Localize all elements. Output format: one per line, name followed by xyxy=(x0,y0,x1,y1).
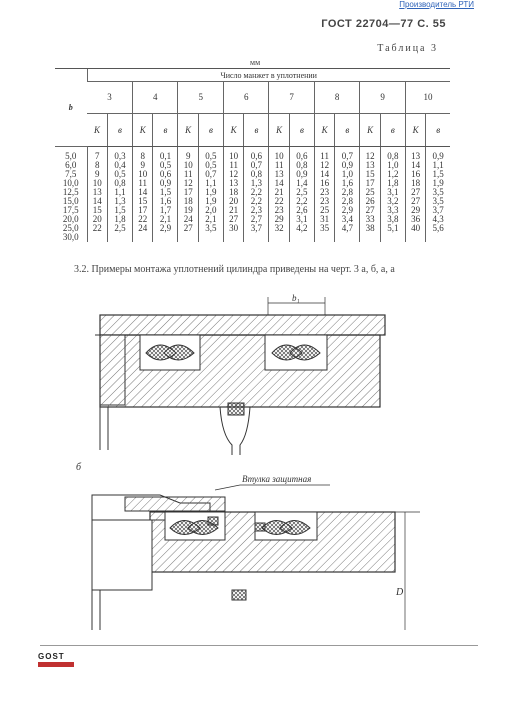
table-cell: 40 xyxy=(405,224,425,233)
table-cell xyxy=(178,233,198,242)
table-cell: 0,8 xyxy=(107,179,132,188)
table-cell: 11 xyxy=(132,179,152,188)
v-subheader: в xyxy=(426,114,450,147)
table-cell: 0,5 xyxy=(198,147,223,162)
table-cell: 15 xyxy=(360,170,380,179)
table-cell: 8 xyxy=(87,161,107,170)
group-header: Число манжет в уплотнении xyxy=(87,69,450,82)
table-cell: 2,2 xyxy=(244,197,269,206)
count-header: 4 xyxy=(132,82,177,114)
table-cell: 0,8 xyxy=(244,170,269,179)
paragraph-3-2: 3.2. Примеры монтажа уплотнений цилиндра приведены на черт. 3 а, б, а, а xyxy=(74,264,395,275)
table-cell: 35 xyxy=(314,224,334,233)
table-cell: 3,8 xyxy=(380,215,405,224)
table-cell: 2,9 xyxy=(335,206,360,215)
table-cell: 32 xyxy=(269,224,289,233)
b-cell: 10,0 xyxy=(62,178,79,188)
table-cell: 13 xyxy=(360,161,380,170)
table-cell: 0,6 xyxy=(153,170,178,179)
table-cell: 22 xyxy=(132,215,152,224)
v-subheader: в xyxy=(289,114,314,147)
table-cell xyxy=(107,233,132,242)
table-cell: 16 xyxy=(314,179,334,188)
b-cell: 6,0 xyxy=(65,160,77,170)
b-cell: 7,5 xyxy=(65,169,77,179)
v-subheader: в xyxy=(153,114,178,147)
table-cell: 1,5 xyxy=(153,188,178,197)
table-cell: 3,3 xyxy=(380,206,405,215)
table-cell: 1,6 xyxy=(335,179,360,188)
table-cell: 2,7 xyxy=(244,215,269,224)
b-cell: 12,5 xyxy=(62,187,79,197)
table-cell: 38 xyxy=(360,224,380,233)
table-title: Таблица 3 xyxy=(377,43,438,54)
table-cell: 2,2 xyxy=(244,188,269,197)
table-cell: 3,4 xyxy=(335,215,360,224)
v-subheader: в xyxy=(335,114,360,147)
table-cell: 2,2 xyxy=(289,197,314,206)
table-cell: 10 xyxy=(223,147,243,162)
units-label: мм xyxy=(250,58,261,67)
table-cell: 3,5 xyxy=(198,224,223,233)
table-cell: 2,0 xyxy=(198,206,223,215)
table-cell: 1,0 xyxy=(380,161,405,170)
table-row xyxy=(55,224,450,233)
count-header: 7 xyxy=(269,82,314,114)
table-cell: 0,7 xyxy=(198,170,223,179)
table-cell: 1,1 xyxy=(198,179,223,188)
table-cell: 0,5 xyxy=(153,161,178,170)
table-cell: 3,5 xyxy=(426,188,450,197)
table-cell: 1,5 xyxy=(426,170,450,179)
table-cell: 10 xyxy=(87,179,107,188)
table-cell: 1,0 xyxy=(335,170,360,179)
table-cell: 18 xyxy=(405,179,425,188)
count-header: 3 xyxy=(87,82,132,114)
table-cell: 24 xyxy=(132,224,152,233)
k-subheader: K xyxy=(87,114,107,147)
table-cell xyxy=(153,233,178,242)
logo-bar xyxy=(38,662,74,667)
k-subheader: K xyxy=(405,114,425,147)
b-cell: 20,0 xyxy=(62,214,79,224)
table-cell: 14 xyxy=(132,188,152,197)
table-cell: 0,1 xyxy=(153,147,178,162)
table-cell: 29 xyxy=(405,206,425,215)
table-cell: 1,3 xyxy=(244,179,269,188)
table-cell xyxy=(244,233,269,242)
table-cell: 19 xyxy=(178,206,198,215)
table-cell: 0,9 xyxy=(426,147,450,162)
table-cell xyxy=(87,233,107,242)
standard-header: ГОСТ 22704—77 С. 55 xyxy=(321,18,446,30)
table-cell: 0,7 xyxy=(335,147,360,162)
table-cell: 0,5 xyxy=(107,170,132,179)
table-cell: 17 xyxy=(360,179,380,188)
table-cell: 11 xyxy=(269,161,289,170)
table-cell xyxy=(405,233,425,242)
table-cell: 26 xyxy=(360,197,380,206)
assembly-drawing xyxy=(0,285,508,645)
table-cell: 3,1 xyxy=(289,215,314,224)
table-cell: 20 xyxy=(223,197,243,206)
table-cell: 12 xyxy=(178,179,198,188)
table-cell: 23 xyxy=(314,197,334,206)
table-cell: 17 xyxy=(132,206,152,215)
b-cell: 17,5 xyxy=(62,205,79,215)
table-cell: 9 xyxy=(132,161,152,170)
table-cell: 29 xyxy=(269,215,289,224)
table-cell xyxy=(289,233,314,242)
table-cell: 13 xyxy=(223,179,243,188)
logo-text: GOST xyxy=(38,652,65,661)
sleeve-label: Втулка защитная xyxy=(242,474,312,484)
diameter-label: D xyxy=(396,587,404,598)
k-subheader: K xyxy=(269,114,289,147)
gost-expert-logo xyxy=(38,653,74,667)
table-cell: 0,7 xyxy=(244,161,269,170)
table-cell: 27 xyxy=(360,206,380,215)
count-header: 6 xyxy=(223,82,268,114)
table-cell xyxy=(335,233,360,242)
table-cell: 21 xyxy=(223,206,243,215)
table-cell: 2,6 xyxy=(289,206,314,215)
table-cell: 0,6 xyxy=(289,147,314,162)
k-subheader: K xyxy=(223,114,243,147)
table-cell: 3,5 xyxy=(426,197,450,206)
k-subheader: K xyxy=(314,114,334,147)
table-cell: 27 xyxy=(405,197,425,206)
table-cell: 22 xyxy=(87,224,107,233)
table-cell: 0,3 xyxy=(107,147,132,162)
table-cell: 16 xyxy=(405,170,425,179)
table-cell: 5,6 xyxy=(426,224,450,233)
table-cell: 15 xyxy=(132,197,152,206)
k-subheader: K xyxy=(178,114,198,147)
table-cell xyxy=(314,233,334,242)
v-subheader: в xyxy=(107,114,132,147)
table-cell: 11 xyxy=(314,147,334,162)
table-cell: 1,1 xyxy=(107,188,132,197)
table-cell: 1,9 xyxy=(198,197,223,206)
table-cell: 9 xyxy=(178,147,198,162)
v-subheader: в xyxy=(380,114,405,147)
table-cell: 33 xyxy=(360,215,380,224)
b-cell: 30,0 xyxy=(62,232,79,242)
table-cell: 3,7 xyxy=(244,224,269,233)
table-cell: 10 xyxy=(269,147,289,162)
table-cell xyxy=(132,233,152,242)
b-column-header: b xyxy=(55,69,87,147)
table-cell: 2,5 xyxy=(289,188,314,197)
table-cell: 27 xyxy=(405,188,425,197)
table-cell: 11 xyxy=(178,170,198,179)
table-cell: 36 xyxy=(405,215,425,224)
k-subheader: K xyxy=(360,114,380,147)
table-row xyxy=(55,147,450,162)
table-cell: 0,5 xyxy=(198,161,223,170)
table-cell: 7 xyxy=(87,147,107,162)
table-cell: 14 xyxy=(314,170,334,179)
table-cell: 13 xyxy=(269,170,289,179)
table-cell: 0,9 xyxy=(289,170,314,179)
footer-divider xyxy=(40,645,478,646)
dimension-b1: b₁ xyxy=(292,293,300,303)
b-cell: 15,0 xyxy=(62,196,79,206)
table-cell: 17 xyxy=(178,188,198,197)
table-cell: 12 xyxy=(360,147,380,162)
table-row xyxy=(55,233,450,242)
table-cell: 1,1 xyxy=(426,161,450,170)
table-cell: 23 xyxy=(314,188,334,197)
v-subheader: в xyxy=(244,114,269,147)
table-cell: 0,8 xyxy=(289,161,314,170)
table-cell: 2,8 xyxy=(335,197,360,206)
v-subheader: в xyxy=(198,114,223,147)
table-cell: 1,8 xyxy=(380,179,405,188)
table-cell: 3,1 xyxy=(380,188,405,197)
table-cell: 2,8 xyxy=(335,188,360,197)
table-cell xyxy=(198,233,223,242)
table-cell: 1,5 xyxy=(107,206,132,215)
table-cell xyxy=(360,233,380,242)
table-cell: 9 xyxy=(87,170,107,179)
table-cell: 4,3 xyxy=(426,215,450,224)
table-cell: 0,9 xyxy=(153,179,178,188)
table-cell: 30 xyxy=(223,224,243,233)
table-cell: 23 xyxy=(269,206,289,215)
table-cell: 18 xyxy=(178,197,198,206)
table-cell: 0,4 xyxy=(107,161,132,170)
table-cell: 21 xyxy=(269,188,289,197)
table-cell: 11 xyxy=(223,161,243,170)
table-cell: 1,6 xyxy=(153,197,178,206)
table-cell: 25 xyxy=(314,206,334,215)
count-header: 10 xyxy=(405,82,450,114)
count-header: 8 xyxy=(314,82,359,114)
table-cell: 1,3 xyxy=(107,197,132,206)
table-cell: 27 xyxy=(178,224,198,233)
drawing-b xyxy=(76,462,420,630)
table-cell: 14 xyxy=(87,197,107,206)
table-cell: 10 xyxy=(178,161,198,170)
manufacturer-link[interactable]: Производитель РТИ xyxy=(399,0,474,9)
table-cell: 5,1 xyxy=(380,224,405,233)
table-cell: 31 xyxy=(314,215,334,224)
table-cell: 2,9 xyxy=(153,224,178,233)
table-cell: 24 xyxy=(178,215,198,224)
table-cell: 2,3 xyxy=(244,206,269,215)
table-cell xyxy=(426,233,450,242)
table-cell: 12 xyxy=(314,161,334,170)
table-cell: 4,2 xyxy=(289,224,314,233)
count-header: 9 xyxy=(360,82,405,114)
count-header: 5 xyxy=(178,82,223,114)
table-cell: 1,9 xyxy=(198,188,223,197)
table-cell: 13 xyxy=(405,147,425,162)
table-cell: 1,9 xyxy=(426,179,450,188)
b-cell: 5,0 xyxy=(65,151,77,161)
table-cell: 10 xyxy=(132,170,152,179)
table-cell: 1,7 xyxy=(153,206,178,215)
table-cell: 13 xyxy=(87,188,107,197)
table-cell: 0,8 xyxy=(380,147,405,162)
table-cell: 14 xyxy=(269,179,289,188)
table-cell: 15 xyxy=(87,206,107,215)
table-cell xyxy=(269,233,289,242)
table-cell: 22 xyxy=(269,197,289,206)
table-cell xyxy=(380,233,405,242)
figure-letter: б xyxy=(76,462,82,473)
table-cell xyxy=(223,233,243,242)
table-cell: 8 xyxy=(132,147,152,162)
table-cell: 20 xyxy=(87,215,107,224)
k-subheader: K xyxy=(132,114,152,147)
table-cell: 25 xyxy=(360,188,380,197)
b-cell: 25,0 xyxy=(62,223,79,233)
table-cell: 0,6 xyxy=(244,147,269,162)
table-cell: 1,2 xyxy=(380,170,405,179)
table-cell: 2,1 xyxy=(153,215,178,224)
table-cell: 1,4 xyxy=(289,179,314,188)
table-cell: 2,1 xyxy=(198,215,223,224)
table-cell: 1,8 xyxy=(107,215,132,224)
table-cell: 12 xyxy=(223,170,243,179)
seal-table xyxy=(55,68,450,242)
table-cell: 14 xyxy=(405,161,425,170)
table-cell: 2,5 xyxy=(107,224,132,233)
table-cell: 18 xyxy=(223,188,243,197)
table-cell: 3,7 xyxy=(426,206,450,215)
table-cell: 4,7 xyxy=(335,224,360,233)
table-cell: 3,2 xyxy=(380,197,405,206)
drawing-a xyxy=(95,293,385,455)
table-cell: 27 xyxy=(223,215,243,224)
table-cell: 0,9 xyxy=(335,161,360,170)
